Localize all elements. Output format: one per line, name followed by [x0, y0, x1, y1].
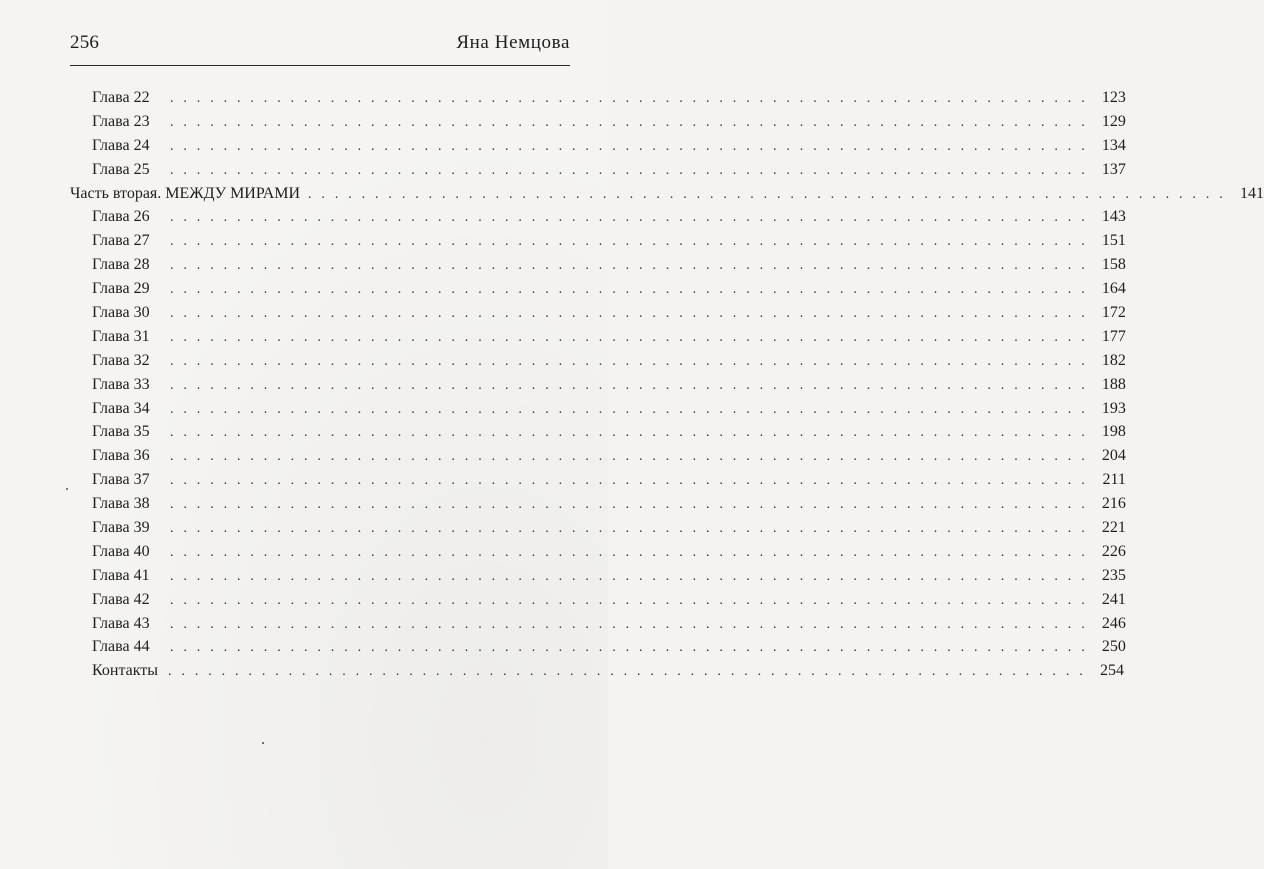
dot-leader: . . . . . . . . . . . . . . . . . . . . . . . . . . . . . . . . . . . . . . . . . . . . . . . . . . . . . . . . . . . . . . . . . . . . . [168, 664, 1086, 680]
dot-leader: . . . . . . . . . . . . . . . . . . . . . . . . . . . . . . . . . . . . . . . . . . . . . . . . . . . . . . . . . . . . . . . . . . . . . [170, 91, 1088, 106]
toc-entry-page-number: 129 [1101, 112, 1126, 130]
dot-leader: . . . . . . . . . . . . . . . . . . . . . . . . . . . . . . . . . . . . . . . . . . . . . . . . . . . . . . . . . . . . . . . . . . . . . [170, 401, 1088, 417]
toc-entry-title: Глава 26 [92, 208, 150, 226]
toc-entry-title: Глава 29 [92, 280, 150, 298]
toc-chapter-entry [70, 229, 1126, 253]
toc-entry-page-number: 193 [1101, 399, 1126, 417]
toc-entry-page-number: 143 [1101, 208, 1126, 226]
print-speck [262, 742, 264, 744]
toc-entry-title: Глава 33 [92, 375, 150, 393]
toc-entry-page-number: 235 [1101, 566, 1126, 584]
dot-leader: . . . . . . . . . . . . . . . . . . . . . . . . . . . . . . . . . . . . . . . . . . . . . . . . . . . . . . . . . . . . . . . . . . . . . [170, 162, 1088, 178]
dot-leader: . . . . . . . . . . . . . . . . . . . . . . . . . . . . . . . . . . . . . . . . . . . . . . . . . . . . . . . . . . . . . . . . . . . . . [170, 282, 1088, 298]
toc-entry-page-number: 123 [1101, 89, 1126, 106]
toc-chapter-entry [70, 588, 1126, 612]
toc-entry-page-number: 137 [1101, 160, 1126, 178]
toc-entry-title: Глава 42 [92, 590, 150, 608]
toc-entry-title: Глава 35 [92, 423, 150, 441]
toc-entry-title: Глава 36 [92, 447, 150, 465]
toc-entry-title: Глава 24 [92, 136, 150, 154]
toc-entry-title: Глава 23 [92, 112, 150, 130]
toc-entry-page-number: 250 [1101, 638, 1126, 656]
toc-entry-page-number: 221 [1101, 519, 1126, 537]
toc-entry-page-number: 216 [1101, 495, 1126, 513]
dot-leader: . . . . . . . . . . . . . . . . . . . . . . . . . . . . . . . . . . . . . . . . . . . . . . . . . . . . . . . . . . . . . . . . . . . . . [170, 497, 1088, 513]
toc-chapter-entry [70, 205, 1126, 229]
dot-leader: . . . . . . . . . . . . . . . . . . . . . . . . . . . . . . . . . . . . . . . . . . . . . . . . . . . . . . . . . . . . . . . . . . . . . [170, 449, 1088, 465]
toc-entry-title: Глава 34 [92, 399, 150, 417]
toc-entry-title: Глава 32 [92, 351, 150, 369]
table-of-contents [70, 86, 1264, 683]
toc-entry-title: Глава 25 [92, 160, 150, 178]
toc-chapter-entry [70, 349, 1126, 373]
toc-chapter-entry [70, 492, 1126, 516]
toc-entry-page-number: 211 [1102, 471, 1126, 489]
toc-chapter-entry [70, 110, 1126, 134]
toc-contacts-entry [70, 659, 1124, 683]
toc-entry-title: Глава 27 [92, 232, 150, 250]
toc-entry-page-number: 158 [1101, 256, 1126, 274]
dot-leader: . . . . . . . . . . . . . . . . . . . . . . . . . . . . . . . . . . . . . . . . . . . . . . . . . . . . . . . . . . . . . . . . . . . . . [170, 234, 1088, 250]
dot-leader: . . . . . . . . . . . . . . . . . . . . . . . . . . . . . . . . . . . . . . . . . . . . . . . . . . . . . . . . . . . . . . . . . . . . . [170, 258, 1088, 274]
dot-leader: . . . . . . . . . . . . . . . . . . . . . . . . . . . . . . . . . . . . . . . . . . . . . . . . . . . . . . . . . . . . . . . . . . . . . [170, 210, 1088, 226]
running-head-author: Яна Немцова [456, 32, 570, 53]
toc-chapter-entry [70, 277, 1126, 301]
toc-entry-page-number: 254 [1099, 662, 1124, 680]
toc-entry-title: Часть вторая. МЕЖДУ МИРАМИ [70, 184, 301, 202]
toc-entry-page-number: 246 [1101, 614, 1126, 632]
toc-entry-title: Глава 37 [92, 471, 150, 489]
toc-entry-title: Глава 41 [92, 566, 150, 584]
toc-chapter-entry [70, 564, 1126, 588]
dot-leader: . . . . . . . . . . . . . . . . . . . . . . . . . . . . . . . . . . . . . . . . . . . . . . . . . . . . . . . . . . . . . . . . . . . . . [170, 329, 1088, 345]
toc-chapter-entry [70, 444, 1126, 468]
toc-chapter-entry [70, 86, 1126, 110]
page-number: 256 [70, 32, 100, 53]
toc-chapter-entry [70, 635, 1126, 659]
toc-chapter-entry [70, 516, 1126, 540]
dot-leader: . . . . . . . . . . . . . . . . . . . . . . . . . . . . . . . . . . . . . . . . . . . . . . . . . . . . . . . . . . . . . . . . . . . . . [170, 114, 1088, 130]
toc-chapter-entry [70, 397, 1126, 421]
toc-chapter-entry [70, 158, 1126, 182]
dot-leader: . . . . . . . . . . . . . . . . . . . . . . . . . . . . . . . . . . . . . . . . . . . . . . . . . . . . . . . . . . . . . . . . . . . . . [170, 568, 1088, 584]
toc-entry-page-number: 141 [1239, 184, 1264, 202]
print-speck [66, 488, 68, 490]
toc-entry-page-number: 241 [1101, 590, 1126, 608]
dot-leader: . . . . . . . . . . . . . . . . . . . . . . . . . . . . . . . . . . . . . . . . . . . . . . . . . . . . . . . . . . . . . . . . . . . . . [170, 592, 1088, 608]
dot-leader: . . . . . . . . . . . . . . . . . . . . . . . . . . . . . . . . . . . . . . . . . . . . . . . . . . . . . . . . . . . . . . . . . . . . . [170, 473, 1088, 489]
dot-leader: . . . . . . . . . . . . . . . . . . . . . . . . . . . . . . . . . . . . . . . . . . . . . . . . . . . . . . . . . . . . . . . . . . . . . [170, 521, 1088, 537]
toc-chapter-entry [70, 373, 1126, 397]
toc-chapter-entry [70, 253, 1126, 277]
toc-chapter-entry [70, 420, 1126, 444]
toc-entry-title: Глава 38 [92, 495, 150, 513]
toc-entry-page-number: 198 [1101, 423, 1126, 441]
toc-chapter-entry [70, 612, 1126, 636]
dot-leader: . . . . . . . . . . . . . . . . . . . . . . . . . . . . . . . . . . . . . . . . . . . . . . . . . . . . . . . . . . . . . . . . . . . . . [170, 353, 1088, 369]
toc-entry-page-number: 134 [1101, 136, 1126, 154]
dot-leader: . . . . . . . . . . . . . . . . . . . . . . . . . . . . . . . . . . . . . . . . . . . . . . . . . . . . . . . . . . . . . . . . . . . . . [170, 616, 1088, 632]
toc-chapter-entry [70, 301, 1126, 325]
toc-part-entry [70, 182, 1264, 206]
toc-entry-page-number: 151 [1101, 232, 1126, 250]
toc-entry-title: Глава 44 [92, 638, 150, 656]
toc-entry-title: Глава 28 [92, 256, 150, 274]
dot-leader: . . . . . . . . . . . . . . . . . . . . . . . . . . . . . . . . . . . . . . . . . . . . . . . . . . . . . . . . . . . . . . . . . . . . . [170, 425, 1088, 441]
toc-entry-page-number: 226 [1101, 542, 1126, 560]
toc-entry-page-number: 182 [1101, 351, 1126, 369]
dot-leader: . . . . . . . . . . . . . . . . . . . . . . . . . . . . . . . . . . . . . . . . . . . . . . . . . . . . . . . . . . . . . . . . . . . . . [170, 544, 1088, 560]
header-rule [70, 65, 570, 66]
toc-entry-page-number: 172 [1101, 304, 1126, 322]
dot-leader: . . . . . . . . . . . . . . . . . . . . . . . . . . . . . . . . . . . . . . . . . . . . . . . . . . . . . . . . . . . . . . . . . . . . . [308, 186, 1226, 202]
toc-entry-page-number: 188 [1101, 375, 1126, 393]
toc-chapter-entry [70, 325, 1126, 349]
toc-entry-title: Глава 43 [92, 614, 150, 632]
toc-entry-page-number: 177 [1101, 327, 1126, 345]
toc-entry-title: Глава 31 [92, 327, 150, 345]
dot-leader: . . . . . . . . . . . . . . . . . . . . . . . . . . . . . . . . . . . . . . . . . . . . . . . . . . . . . . . . . . . . . . . . . . . . . [170, 306, 1088, 322]
toc-entry-title: Глава 40 [92, 542, 150, 560]
page-header [70, 32, 570, 62]
toc-entry-title: Глава 39 [92, 519, 150, 537]
toc-entry-title: Глава 22 [92, 89, 150, 106]
toc-chapter-entry [70, 540, 1126, 564]
toc-chapter-entry [70, 468, 1126, 492]
toc-entry-page-number: 164 [1101, 280, 1126, 298]
toc-entry-title: Контакты [92, 662, 159, 680]
dot-leader: . . . . . . . . . . . . . . . . . . . . . . . . . . . . . . . . . . . . . . . . . . . . . . . . . . . . . . . . . . . . . . . . . . . . . [170, 377, 1088, 393]
toc-entry-title: Глава 30 [92, 304, 150, 322]
toc-chapter-entry [70, 134, 1126, 158]
dot-leader: . . . . . . . . . . . . . . . . . . . . . . . . . . . . . . . . . . . . . . . . . . . . . . . . . . . . . . . . . . . . . . . . . . . . . [170, 138, 1088, 154]
toc-entry-page-number: 204 [1101, 447, 1126, 465]
dot-leader: . . . . . . . . . . . . . . . . . . . . . . . . . . . . . . . . . . . . . . . . . . . . . . . . . . . . . . . . . . . . . . . . . . . . . [170, 640, 1088, 656]
